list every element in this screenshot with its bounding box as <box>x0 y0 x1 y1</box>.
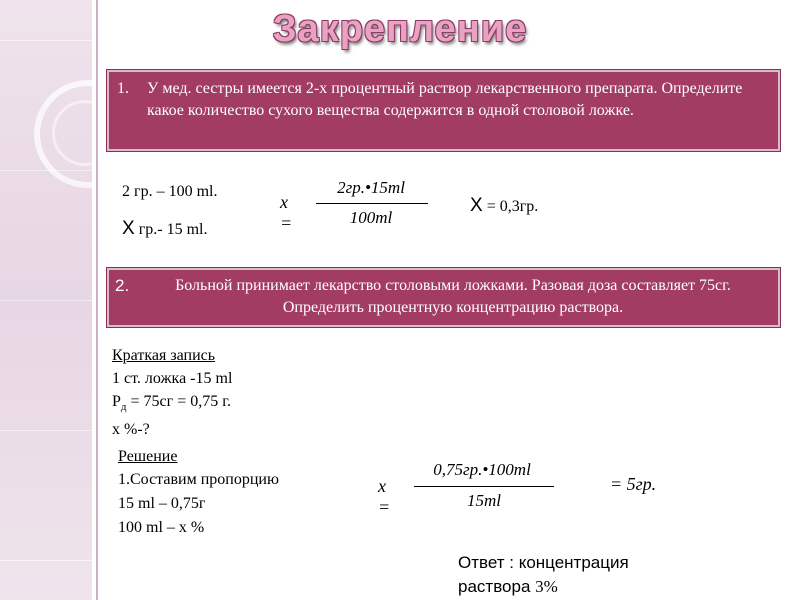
solution1-line2-var: X <box>122 218 135 239</box>
solution2-fraction-bar <box>414 486 554 487</box>
left-divider-line <box>96 0 98 600</box>
solution1-line1: 2 гр. – 100 ml. <box>122 183 218 200</box>
answer-line1: Ответ : концентрация <box>458 553 629 572</box>
task2-number: 2. <box>115 276 130 295</box>
answer-word: раствора <box>458 577 536 596</box>
solution2-line1: 15 ml – 0,75г <box>118 495 206 512</box>
solution2-formula-lhs: x = <box>378 476 391 517</box>
solution1-line2-rest: гр.- 15 ml. <box>134 221 208 238</box>
solution1-answer-rest: = 0,3гр. <box>482 198 539 215</box>
decor-stripe <box>0 560 92 561</box>
answer-line2 <box>458 577 558 597</box>
solution2-formula-denominator: 15ml <box>467 491 501 510</box>
slide-title: Закрепление <box>272 8 528 50</box>
decor-stripe <box>0 430 92 431</box>
short-record-sub: д <box>120 401 127 414</box>
solution1-answer <box>470 195 538 217</box>
short-record-line2 <box>112 393 231 413</box>
solution2-step1: 1.Составим пропорцию <box>118 471 279 488</box>
solution2-formula-result: = 5гр. <box>610 474 657 494</box>
short-record-line3: х %-? <box>112 421 150 438</box>
task2-box <box>107 268 780 327</box>
solution1-answer-var: X <box>470 195 483 216</box>
solution1-line2 <box>122 218 207 240</box>
solution1-fraction-bar <box>316 203 428 204</box>
answer-value: 3% <box>535 577 558 596</box>
solution2-heading: Решение <box>118 448 178 465</box>
task1-number: 1. <box>117 80 129 97</box>
solution1-formula-lhs: x = <box>280 192 293 233</box>
solution2-line2: 100 ml – х % <box>118 519 205 536</box>
task2-text: Больной принимает лекарство столовыми ложками. Разовая доза составляет 75сг. Определить процентную концентрацию раствора. <box>175 277 731 316</box>
solution2-formula-numerator: 0,75гр.•100ml <box>433 460 531 479</box>
task1-text: У мед. сестры имеется 2-х процентный раствор лекарственного препарата. Определите какое количество сухого вещества содержится в одной столовой ложке. <box>147 80 743 119</box>
decor-stripe <box>0 300 92 301</box>
solution1-formula-denominator: 100ml <box>349 208 393 227</box>
short-record-line1: 1 ст. ложка -15 ml <box>112 370 233 387</box>
solution1-formula-numerator: 2гр.•15ml <box>337 178 405 197</box>
short-record-line2-rest: = 75сг = 0,75 г. <box>126 393 231 410</box>
short-record-heading: Краткая запись <box>112 347 216 364</box>
task1-box <box>107 70 780 151</box>
short-record-p: Р <box>112 393 121 410</box>
